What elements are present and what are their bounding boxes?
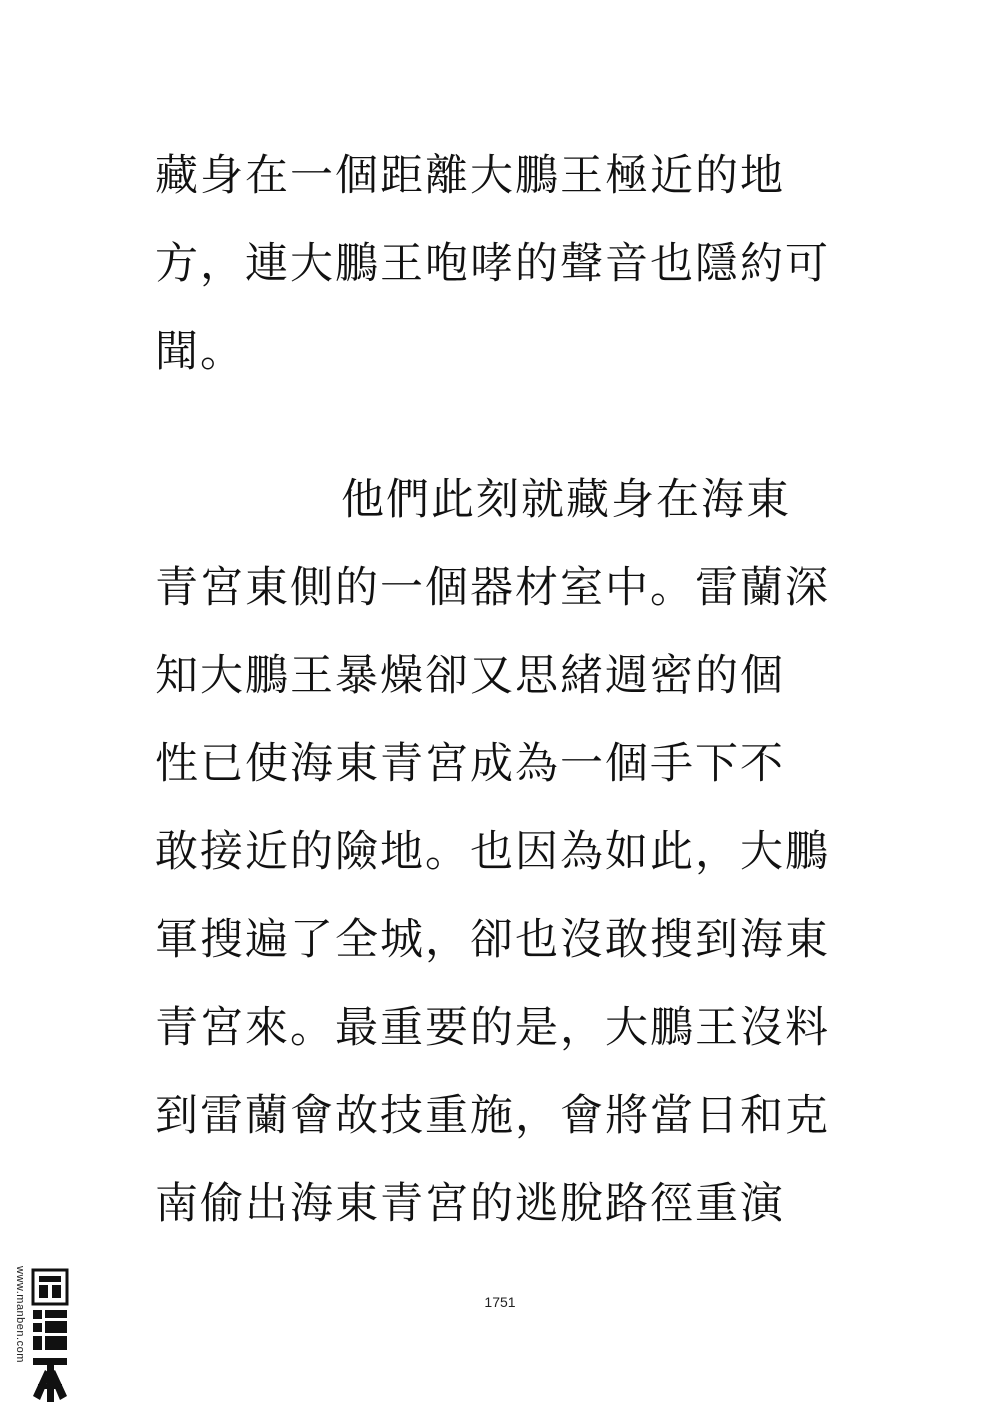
text-line: 青宮來。最重要的是，大鵬王沒料	[155, 1003, 830, 1053]
page-number: 1751	[484, 1294, 516, 1310]
text-line: 方，連大鵬王咆哮的聲音也隱約可	[155, 239, 830, 289]
text-line: 知大鵬王暴燥卻又思緒週密的個	[155, 651, 785, 701]
text-line: 軍搜遍了全城，卻也沒敢搜到海東	[155, 915, 830, 965]
text-line: 到雷蘭會故技重施，會將當日和克	[155, 1091, 830, 1141]
text-line: 性已使海東青宮成為一個手下不	[155, 739, 785, 789]
text-line: 聞。	[155, 327, 245, 377]
manben-logo-icon	[30, 1268, 70, 1404]
paragraph-gap	[155, 396, 855, 456]
paragraph-2	[155, 456, 855, 1248]
text-line: 青宮東側的一個器材室中。雷蘭深	[155, 563, 830, 613]
watermark	[8, 1266, 70, 1406]
text-line: 他們此刻就藏身在海東	[341, 475, 791, 525]
paragraph-1	[155, 132, 855, 396]
text-line: 藏身在一個距離大鵬王極近的地	[155, 151, 785, 201]
body-text	[155, 132, 855, 1248]
watermark-site: www.manben.com	[14, 1266, 26, 1363]
text-line: 敢接近的險地。也因為如此，大鵬	[155, 827, 830, 877]
text-line: 南偷出海東青宮的逃脫路徑重演	[155, 1179, 785, 1229]
